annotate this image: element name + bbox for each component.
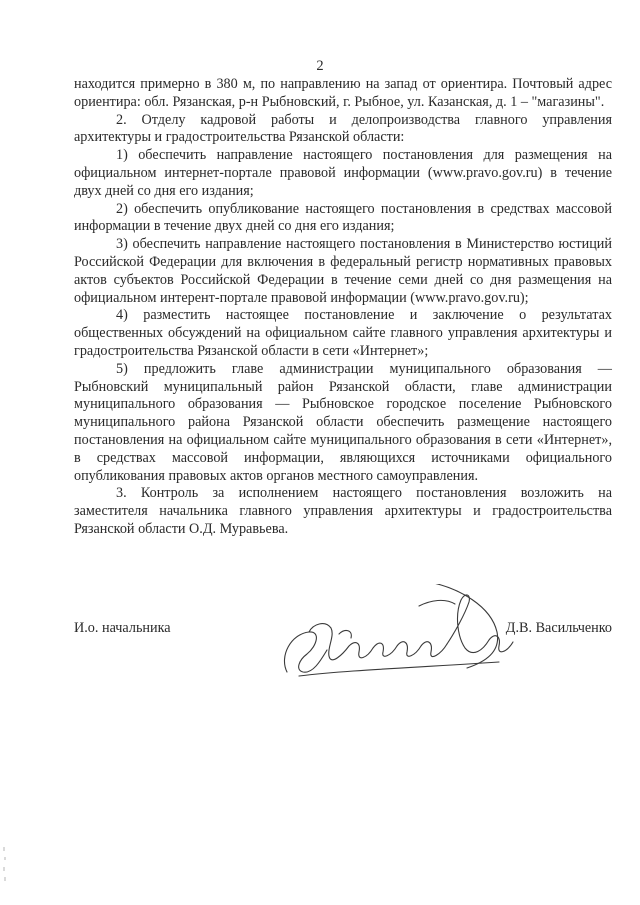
paragraph-item-2: 2. Отделу кадровой работы и делопроизводства главного управления архитектуры и градостроительства Рязанской области: [74,111,612,146]
paragraph-subitem-1: 1) обеспечить направление настоящего постановления для размещения на официальном интернет-портале правовой информации (www.pravo.gov.ru) в течение двух дней со дня его издания; [74,147,612,199]
paragraph-subitem-5: 5) предложить главе администрации муниципального образования — Рыбновский муниципальный район Рязанской области, главе администрации муниципального образования — Рыбновское городское поселение Рыбновского муниципального района Рязанской области обеспечить размещение настоящего постановления на официальном сайте муниципального образования в сети «Интернет», в средствах массовой информации, являющихся источниками официального опубликования правовых актов органов местного самоуправления. [74,360,612,484]
signature-block [74,614,612,694]
document-body [74,76,612,539]
paragraph-subitem-4: 4) разместить настоящее постановление и заключение о результатах общественных обсуждений на официальном сайте главного управления архитектуры и градостроительства Рязанской области в сети «Интернет»; [74,307,612,359]
handwritten-signature [269,584,529,689]
paragraph-item-3: 3. Контроль за исполнением настоящего постановления возложить на заместителя начальника главного управления архитектуры и градостроительства Рязанской области О.Д. Муравьева. [74,485,612,537]
paragraph-address: находится примерно в 380 м, по направлению на запад от ориентира. Почтовый адрес ориентира: обл. Рязанская, р-н Рыбновский, г. Рыбное, ул. Казанская, д. 1 – "магазины". [74,76,612,110]
signatory-name: Д.В. Васильченко [505,620,612,636]
signatory-title: И.о. начальника [74,620,171,636]
page-number: 2 [316,58,324,74]
paragraph-subitem-2: 2) обеспечить опубликование настоящего постановления в средствах массовой информации в течение двух дней со дня его издания; [74,200,612,235]
paragraph-subitem-3: 3) обеспечить направление настоящего постановления в Министерство юстиций Российской Федерации для включения в федеральный регистр нормативных правовых актов субъектов Российской Федерации в течение семи дней со дня размещения на официальном интерент-портале правовой информации (www.pravo.gov.ru); [74,236,612,306]
scan-edge-marks [2,845,8,885]
